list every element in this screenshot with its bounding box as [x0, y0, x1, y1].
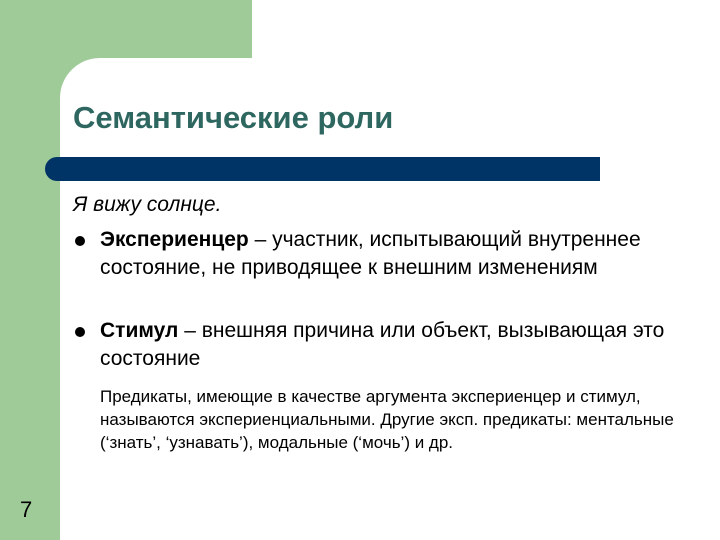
bullet-marker — [75, 327, 85, 337]
title-underline-bar — [45, 157, 600, 181]
term-experiencer: Экспериенцер — [100, 228, 249, 251]
page-number: 7 — [20, 497, 33, 522]
bullet-stimulus — [100, 317, 718, 373]
example-sentence: Я вижу солнце. — [73, 193, 222, 216]
bullet-experiencer — [100, 226, 718, 282]
term-stimulus: Стимул — [100, 319, 179, 342]
bullet-marker — [75, 236, 85, 246]
definition-experiencer: – участник, испытывающий внутреннее состояние, не приводящее к внешним изменениям — [100, 228, 641, 279]
slide-title: Семантические роли — [73, 100, 394, 135]
note-paragraph: Предикаты, имеющие в качестве аргумента экспериенцер и стимул, называются экспериенциальными. Другие эксп. предикаты: ментальные (‘знать’, ‘узнавать’), модальные (‘мочь’) и др. — [100, 387, 674, 452]
left-accent-bar — [0, 0, 60, 540]
definition-stimulus: – внешняя причина или объект, вызывающая это состояние — [100, 319, 665, 370]
